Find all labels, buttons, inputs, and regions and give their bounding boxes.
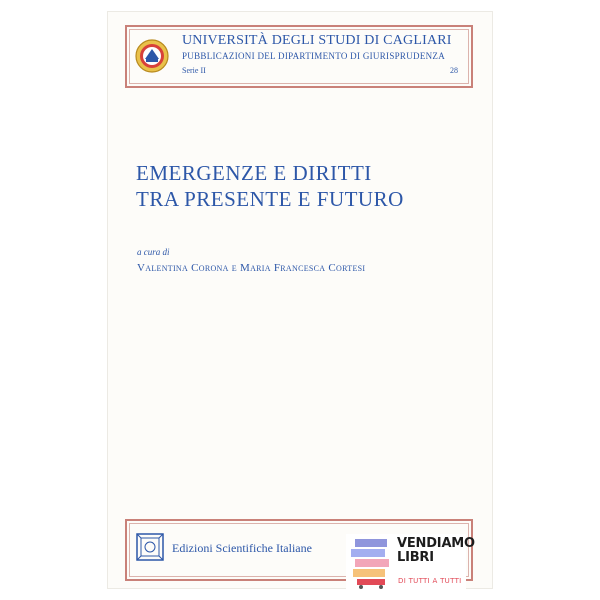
vendiamo-libri-wordmark (397, 537, 475, 565)
university-name: UNIVERSITÀ DEGLI STUDI DI CAGLIARI (182, 33, 452, 48)
book-cover (108, 12, 492, 588)
badge-tagline: DI TUTTI A TUTTI (398, 577, 462, 585)
book-title (136, 160, 404, 212)
series-label: Serie II (182, 66, 206, 75)
title-line-1: EMERGENZE E DIRITTI (136, 161, 372, 185)
publisher-name: Edizioni Scientifiche Italiane (172, 541, 312, 555)
editors-label: a cura di (137, 247, 170, 257)
publisher-logo-icon (136, 533, 164, 561)
book-stack-icon (351, 539, 391, 589)
badge-line-2: LIBRI (397, 550, 434, 565)
editors-names: Valentina Corona e Maria Francesca Cortesi (137, 262, 366, 274)
volume-number: 28 (450, 66, 458, 75)
department-name: PUBBLICAZIONI DEL DIPARTIMENTO DI GIURISPRUDENZA (182, 51, 446, 61)
university-seal-icon (135, 39, 169, 73)
title-line-2: TRA PRESENTE E FUTURO (136, 187, 404, 211)
badge-line-1: VENDIAMO (397, 536, 475, 551)
